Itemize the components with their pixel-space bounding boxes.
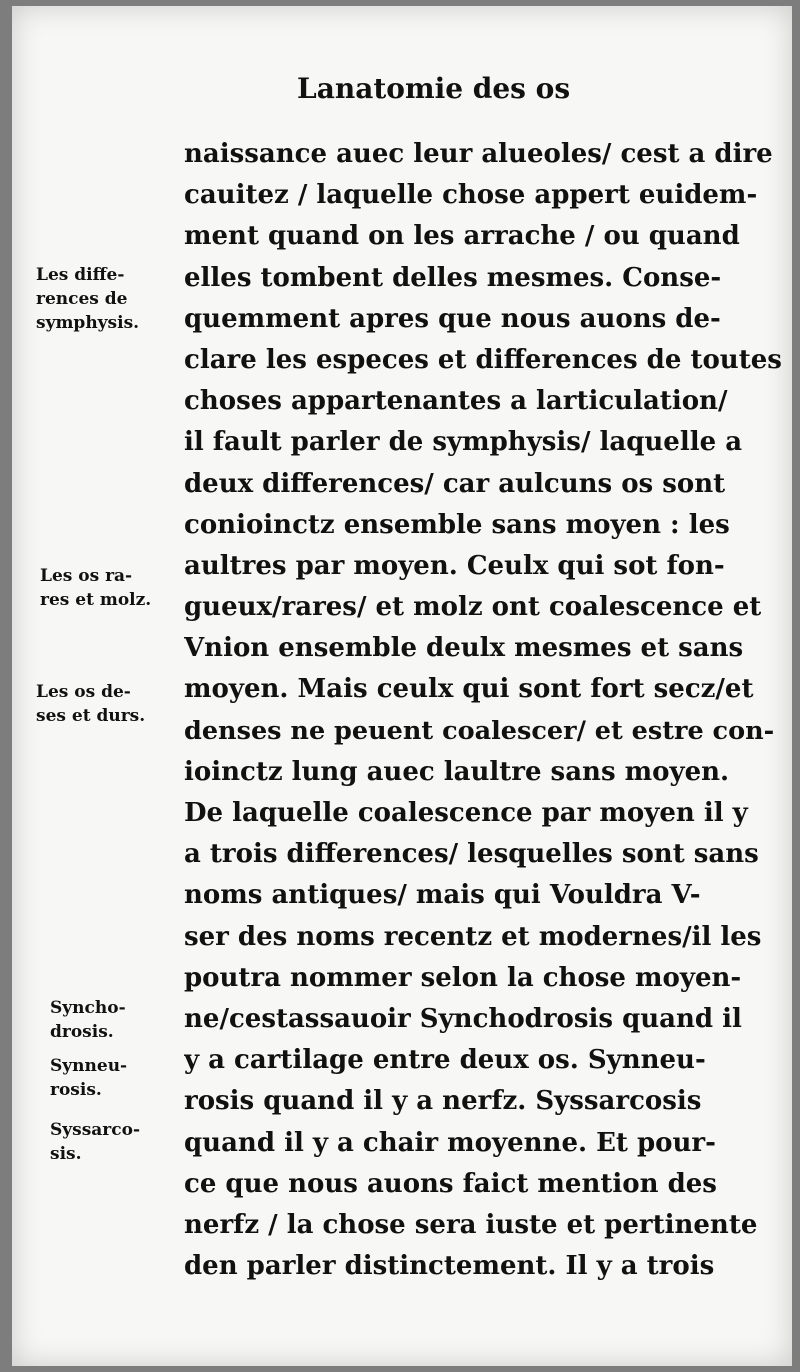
body-text — [184, 134, 784, 1287]
text-line: choses appartenantes a larticulation/ — [184, 386, 728, 417]
margin-note-line: Synneu- — [50, 1056, 128, 1076]
text-line: De laquelle coalescence par moyen il y — [184, 798, 748, 828]
margin-note-line: res et molz. — [40, 590, 152, 610]
text-line: rosis quand il y a nerfz. Syssarcosis — [184, 1086, 702, 1117]
margin-note — [50, 996, 198, 1044]
margin-note — [50, 1118, 198, 1166]
margin-note — [40, 564, 188, 612]
text-line: gueux/rares/ et molz ont coalescence et — [184, 592, 762, 623]
text-line: quemment apres que nous auons de- — [184, 303, 721, 334]
text-line: y a cartilage entre deux os. Synneu- — [184, 1045, 706, 1076]
text-line: ment quand on les arrache / ou quand — [184, 221, 740, 252]
text-line: clare les especes et differences de toutes — [184, 344, 782, 375]
margin-note — [36, 680, 184, 728]
text-line: elles tombent delles mesmes. Conse- — [184, 262, 722, 293]
text-line: a trois differences/ lesquelles sont sans — [184, 839, 759, 870]
margin-note-line: Les diffe- — [36, 265, 125, 285]
margin-note — [50, 1054, 198, 1102]
text-line: ser des noms recentz et modernes/il les — [184, 921, 762, 952]
margin-note-line: sis. — [50, 1144, 82, 1164]
margin-note-line: Les os de- — [36, 682, 131, 702]
margin-note-line: Les os ra- — [40, 566, 133, 586]
margin-note — [36, 263, 184, 335]
margin-note-line: symphysis. — [36, 313, 140, 333]
text-line: cauitez / laquelle chose appert euidem- — [184, 180, 758, 211]
text-line: il fault parler de symphysis/ laquelle a — [184, 427, 743, 458]
text-line: quand il y a chair moyenne. Et pour- — [184, 1127, 716, 1158]
text-line: aultres par moyen. Ceulx qui sot fon- — [184, 550, 725, 581]
text-line: noms antiques/ mais qui Vouldra V- — [184, 880, 701, 911]
show-through-text — [162, 64, 169, 89]
book-page — [12, 6, 792, 1366]
text-line: Vnion ensemble deulx mesmes et sans — [184, 633, 744, 664]
text-line: naissance auec leur alueoles/ cest a dire — [184, 139, 773, 169]
margin-note-line: rosis. — [50, 1080, 102, 1100]
margin-note-line: Syncho- — [50, 998, 126, 1018]
text-line: moyen. Mais ceulx qui sont fort secz/et — [184, 674, 754, 705]
text-line: poutra nommer selon la chose moyen- — [184, 962, 742, 993]
text-line: ce que nous auons faict mention des — [184, 1168, 717, 1199]
text-line: ne/cestassauoir Synchodrosis quand il — [184, 1003, 742, 1034]
text-line: conioinctz ensemble sans moyen : les — [184, 509, 730, 540]
margin-note-line: drosis. — [50, 1022, 114, 1042]
margin-note-line: rences de — [36, 289, 128, 309]
text-line: nerfz / la chose sera iuste et pertinente — [184, 1209, 758, 1240]
running-head: Lanatomie des os — [297, 72, 571, 105]
text-line: den parler distinctement. Il y a trois — [184, 1251, 715, 1282]
margin-note-line: ses et durs. — [36, 706, 146, 726]
text-line: deux differences/ car aulcuns os sont — [184, 468, 726, 499]
text-line: ioinctz lung auec laultre sans moyen. — [184, 756, 730, 787]
margin-note-line: Syssarco- — [50, 1120, 141, 1140]
text-line: denses ne peuent coalescer/ et estre con- — [184, 715, 775, 746]
